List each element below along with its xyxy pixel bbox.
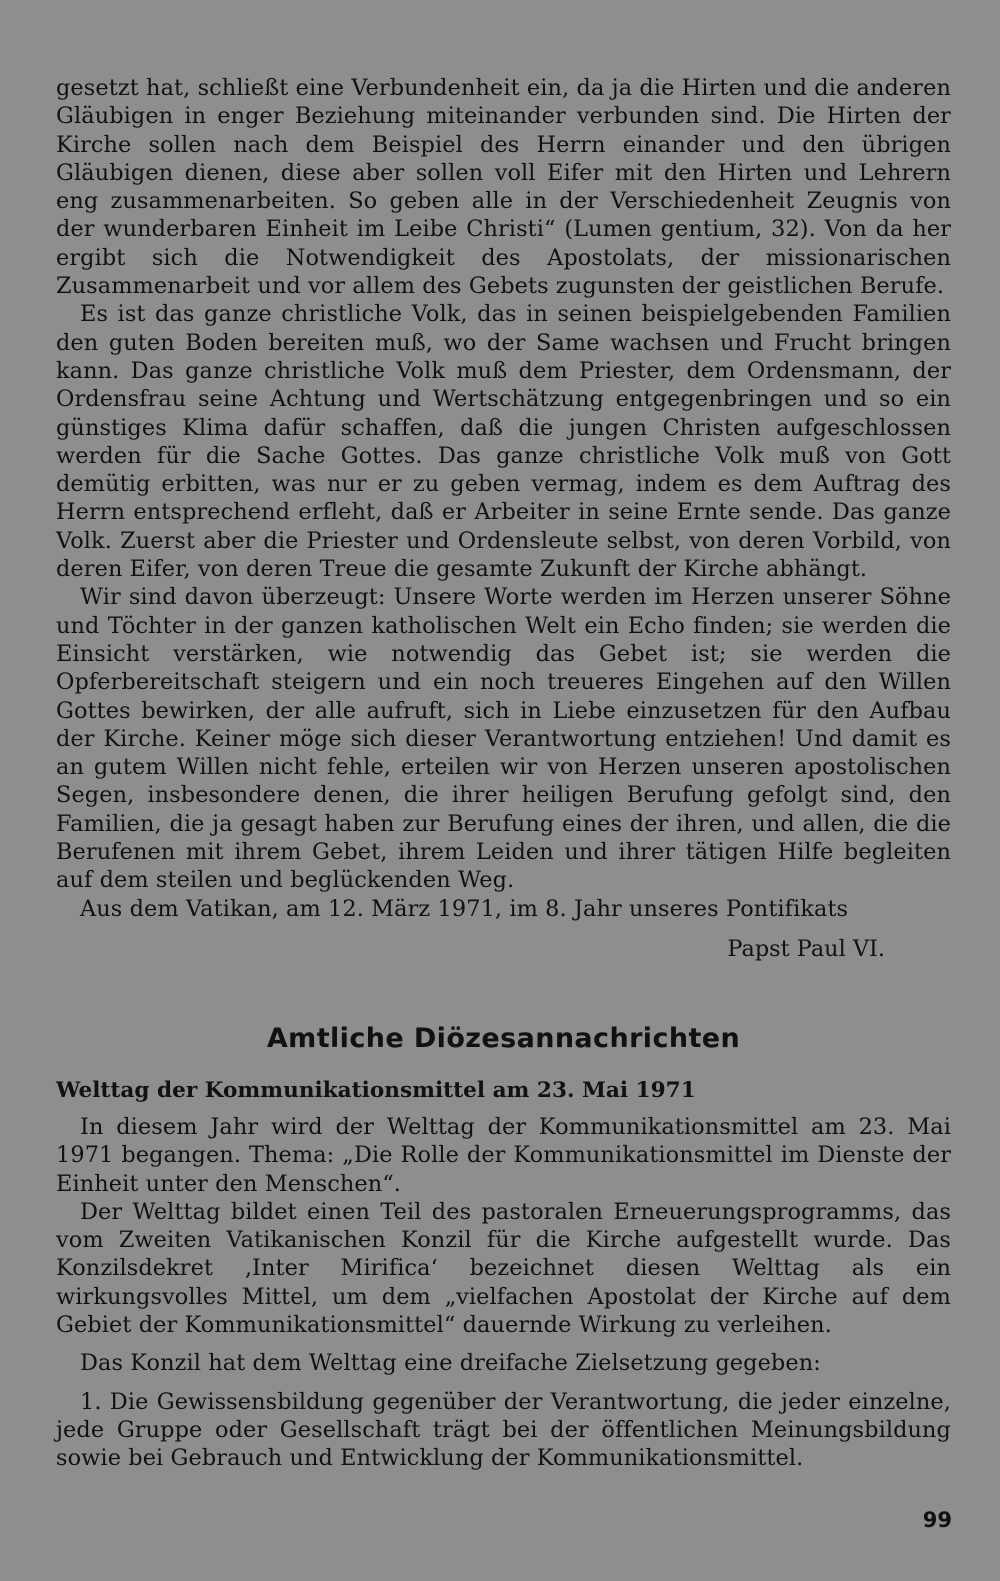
paragraph-6: Der Welttag bildet einen Teil des pastoralen Erneuerungsprogramms, das vom Zweiten Vatikanischen Konzil für die Kirche aufgestellt wurde. Das Konzilsdekret ‚Inter Mirifica‘ bezeichnet diesen Welttag als ein wirkungsvolles Mittel, um dem „vielfachen Apostolat der Kirche auf dem Gebiet der Kommunikationsmittel“ dauernde Wirkung zu verleihen.: [56, 1198, 951, 1338]
paragraph-4: Aus dem Vatikan, am 12. März 1971, im 8. Jahr unseres Pontifikats: [80, 895, 849, 922]
paragraph-7: Das Konzil hat dem Welttag eine dreifache Zielsetzung gegeben:: [80, 1350, 821, 1377]
section-title: Amtliche Diözesannachrichten: [266, 1022, 741, 1054]
page-body: [56, 74, 951, 1472]
subheading: Welttag der Kommunikationsmittel am 23. Mai 1971: [56, 1077, 696, 1103]
paragraph-2: Es ist das ganze christliche Volk, das in seinen beispielgebenden Familien den guten Boden bereiten muß, wo der Same wachsen und Frucht bringen kann. Das ganze christliche Volk muß dem Priester, dem Ordensmann, der Ordensfrau seine Achtung und Wertschätzung entgegenbringen und so ein günstiges Klima dafür schaffen, daß die jungen Christen aufgeschlossen werden für die Sache Gottes. Das ganze christliche Volk muß von Gott demütig erbitten, was nur er zu geben vermag, indem es dem Auftrag des Herrn entsprechend erfleht, daß er Arbeiter in seine Ernte sende. Das ganze Volk. Zuerst aber die Priester und Ordensleute selbst, von deren Vorbild, von deren Eifer, von deren Treue die gesamte Zukunft der Kirche abhängt.: [56, 301, 951, 583]
paragraph-3: Wir sind davon überzeugt: Unsere Worte werden im Herzen unserer Söhne und Töchter in der ganzen katholischen Welt ein Echo finden; sie werden die Einsicht verstärken, wie notwendig das Gebet ist; sie werden die Opferbereitschaft steigern und ein noch treueres Eingehen auf den Willen Gottes bewirken, der alle aufruft, sich in Liebe einzusetzen für den Aufbau der Kirche. Keiner möge sich dieser Verantwortung entziehen! Und damit es an gutem Willen nicht fehle, erteilen wir von Herzen unseren apostolischen Segen, insbesondere denen, die ihrer heiligen Berufung gefolgt sind, den Familien, die ja gesagt haben zur Berufung eines der ihren, und allen, die die Berufenen mit ihrem Gebet, ihrem Leiden und ihrer tätigen Hilfe begleiten auf dem steilen und beglückenden Weg.: [56, 584, 951, 894]
paragraph-1: gesetzt hat, schließt eine Verbundenheit ein, da ja die Hirten und die anderen Gläubigen in enger Beziehung miteinander verbunden sind. Die Hirten der Kirche sollen nach dem Beispiel des Herrn einander und den übrigen Gläubigen dienen, diese aber sollen voll Eifer mit den Hirten und Lehrern eng zusammenarbeiten. So geben alle in der Verschiedenheit Zeugnis von der wunderbaren Einheit im Leibe Christi“ (Lumen gentium, 32). Von da her ergibt sich die Notwendigkeit des Apostolats, der missionarischen Zusammenarbeit und vor allem des Gebets zugunsten der geistlichen Berufe.: [56, 75, 951, 300]
page-number: 99: [922, 1508, 952, 1532]
paragraph-5: In diesem Jahr wird der Welttag der Kommunikationsmittel am 23. Mai 1971 begangen. Thema: „Die Rolle der Kommunikationsmittel im Dienste der Einheit unter den Menschen“.: [56, 1113, 951, 1197]
signature: Papst Paul VI.: [727, 935, 885, 962]
paragraph-8: 1. Die Gewissensbildung gegenüber der Verantwortung, die jeder einzelne, jede Gruppe oder Gesellschaft trägt bei der öffentlichen Meinungsbildung sowie bei Gebrauch und Entwicklung der Kommunikationsmittel.: [56, 1388, 951, 1472]
